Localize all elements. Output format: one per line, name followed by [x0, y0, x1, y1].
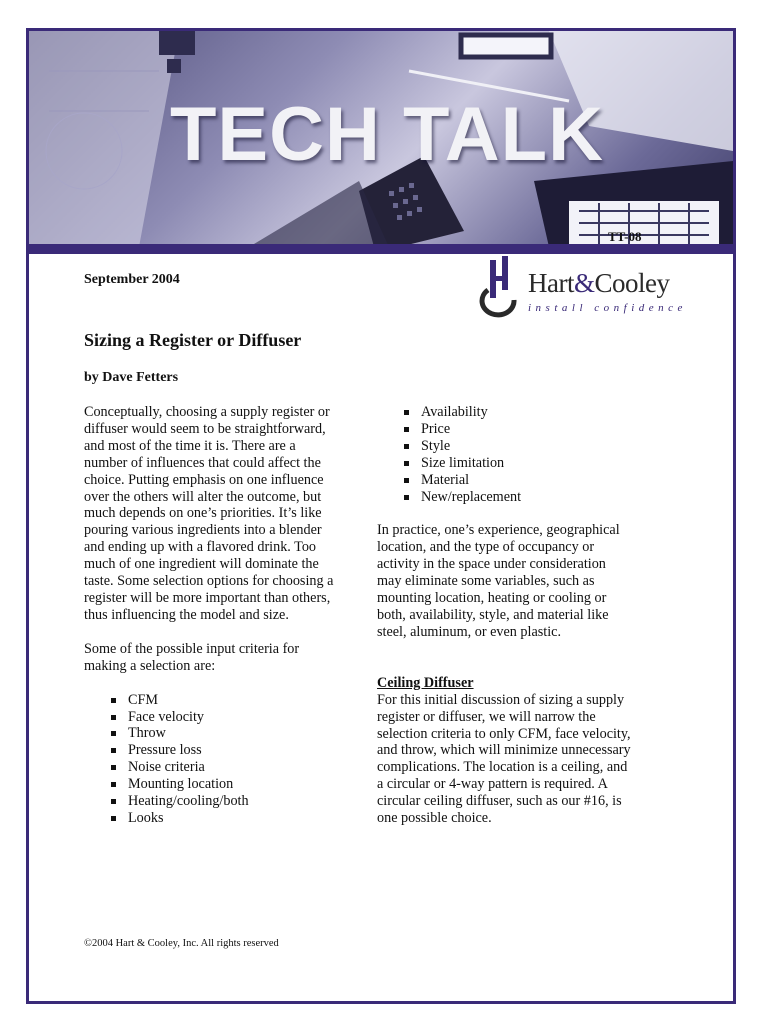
- list-item: Heating/cooling/both: [108, 793, 336, 810]
- list-item: Pressure loss: [108, 742, 336, 759]
- left-column: [84, 404, 336, 827]
- copyright-footer: ©2004 Hart & Cooley, Inc. All rights reserved: [84, 938, 279, 949]
- ceiling-diffuser-paragraph: For this initial discussion of sizing a supply register or diffuser, we will narrow the selection criteria to only CFM, face velocity, and throw, which will minimize unnecessary complications. The location is a ceiling, and a circular or 4-way pattern is required. A circular ceiling diffuser, such as our #16, is one possible choice.: [377, 691, 631, 827]
- criteria-list-right: [401, 404, 633, 505]
- logo-name-ampersand: &: [573, 268, 595, 298]
- criteria-list-left: [108, 692, 336, 827]
- list-item: Looks: [108, 810, 336, 827]
- criteria-intro-paragraph: Some of the possible input criteria for making a selection are:: [84, 640, 300, 674]
- list-item: Size limitation: [401, 455, 633, 472]
- publication-date: September 2004: [84, 272, 180, 287]
- banner-title: TECH TALK: [170, 92, 604, 177]
- article-author: by Dave Fetters: [84, 370, 179, 385]
- article-title: Sizing a Register or Diffuser: [84, 330, 302, 350]
- hart-cooley-logo-mark-icon: [478, 252, 526, 322]
- list-item: Throw: [108, 725, 336, 742]
- logo-name-hart: Hart: [528, 268, 574, 298]
- logo-tagline: install confidence: [528, 302, 687, 314]
- list-item: Price: [401, 421, 633, 438]
- logo-wordmark: [528, 268, 670, 299]
- list-item: New/replacement: [401, 489, 633, 506]
- logo-name-cooley: Cooley: [594, 268, 670, 298]
- practice-paragraph: In practice, one’s experience, geographical location, and the type of occupancy or activity in the space under consideration may eliminate some variables, such as mounting location, heating or cooling or both, availability, style, and material like steel, aluminum, or even plastic.: [377, 522, 620, 640]
- list-item: Material: [401, 472, 633, 489]
- right-column: [377, 404, 633, 827]
- list-item: Style: [401, 438, 633, 455]
- list-item: Noise criteria: [108, 759, 336, 776]
- list-item: Mounting location: [108, 776, 336, 793]
- tech-talk-banner: [29, 31, 733, 247]
- hart-cooley-logo: [478, 252, 698, 322]
- ceiling-diffuser-heading: Ceiling Diffuser: [377, 674, 474, 691]
- intro-paragraph: Conceptually, choosing a supply register or diffuser would seem to be straightforward, and most of the time it is. There are a number of influences that could affect the choice. Putting emphasis on one influence over the others will alter the outcome, but much depends on one’s priorities. It’s like pouring various ingredients into a blender and ending up with a flavored drink. Too much of one ingredient will dominate the taste. Some selection options for choosing a register will be more important than others, thus influencing the model and size.: [84, 404, 334, 623]
- document-id: TT-08: [608, 229, 642, 244]
- list-item: CFM: [108, 692, 336, 709]
- list-item: Face velocity: [108, 709, 336, 726]
- list-item: Availability: [401, 404, 633, 421]
